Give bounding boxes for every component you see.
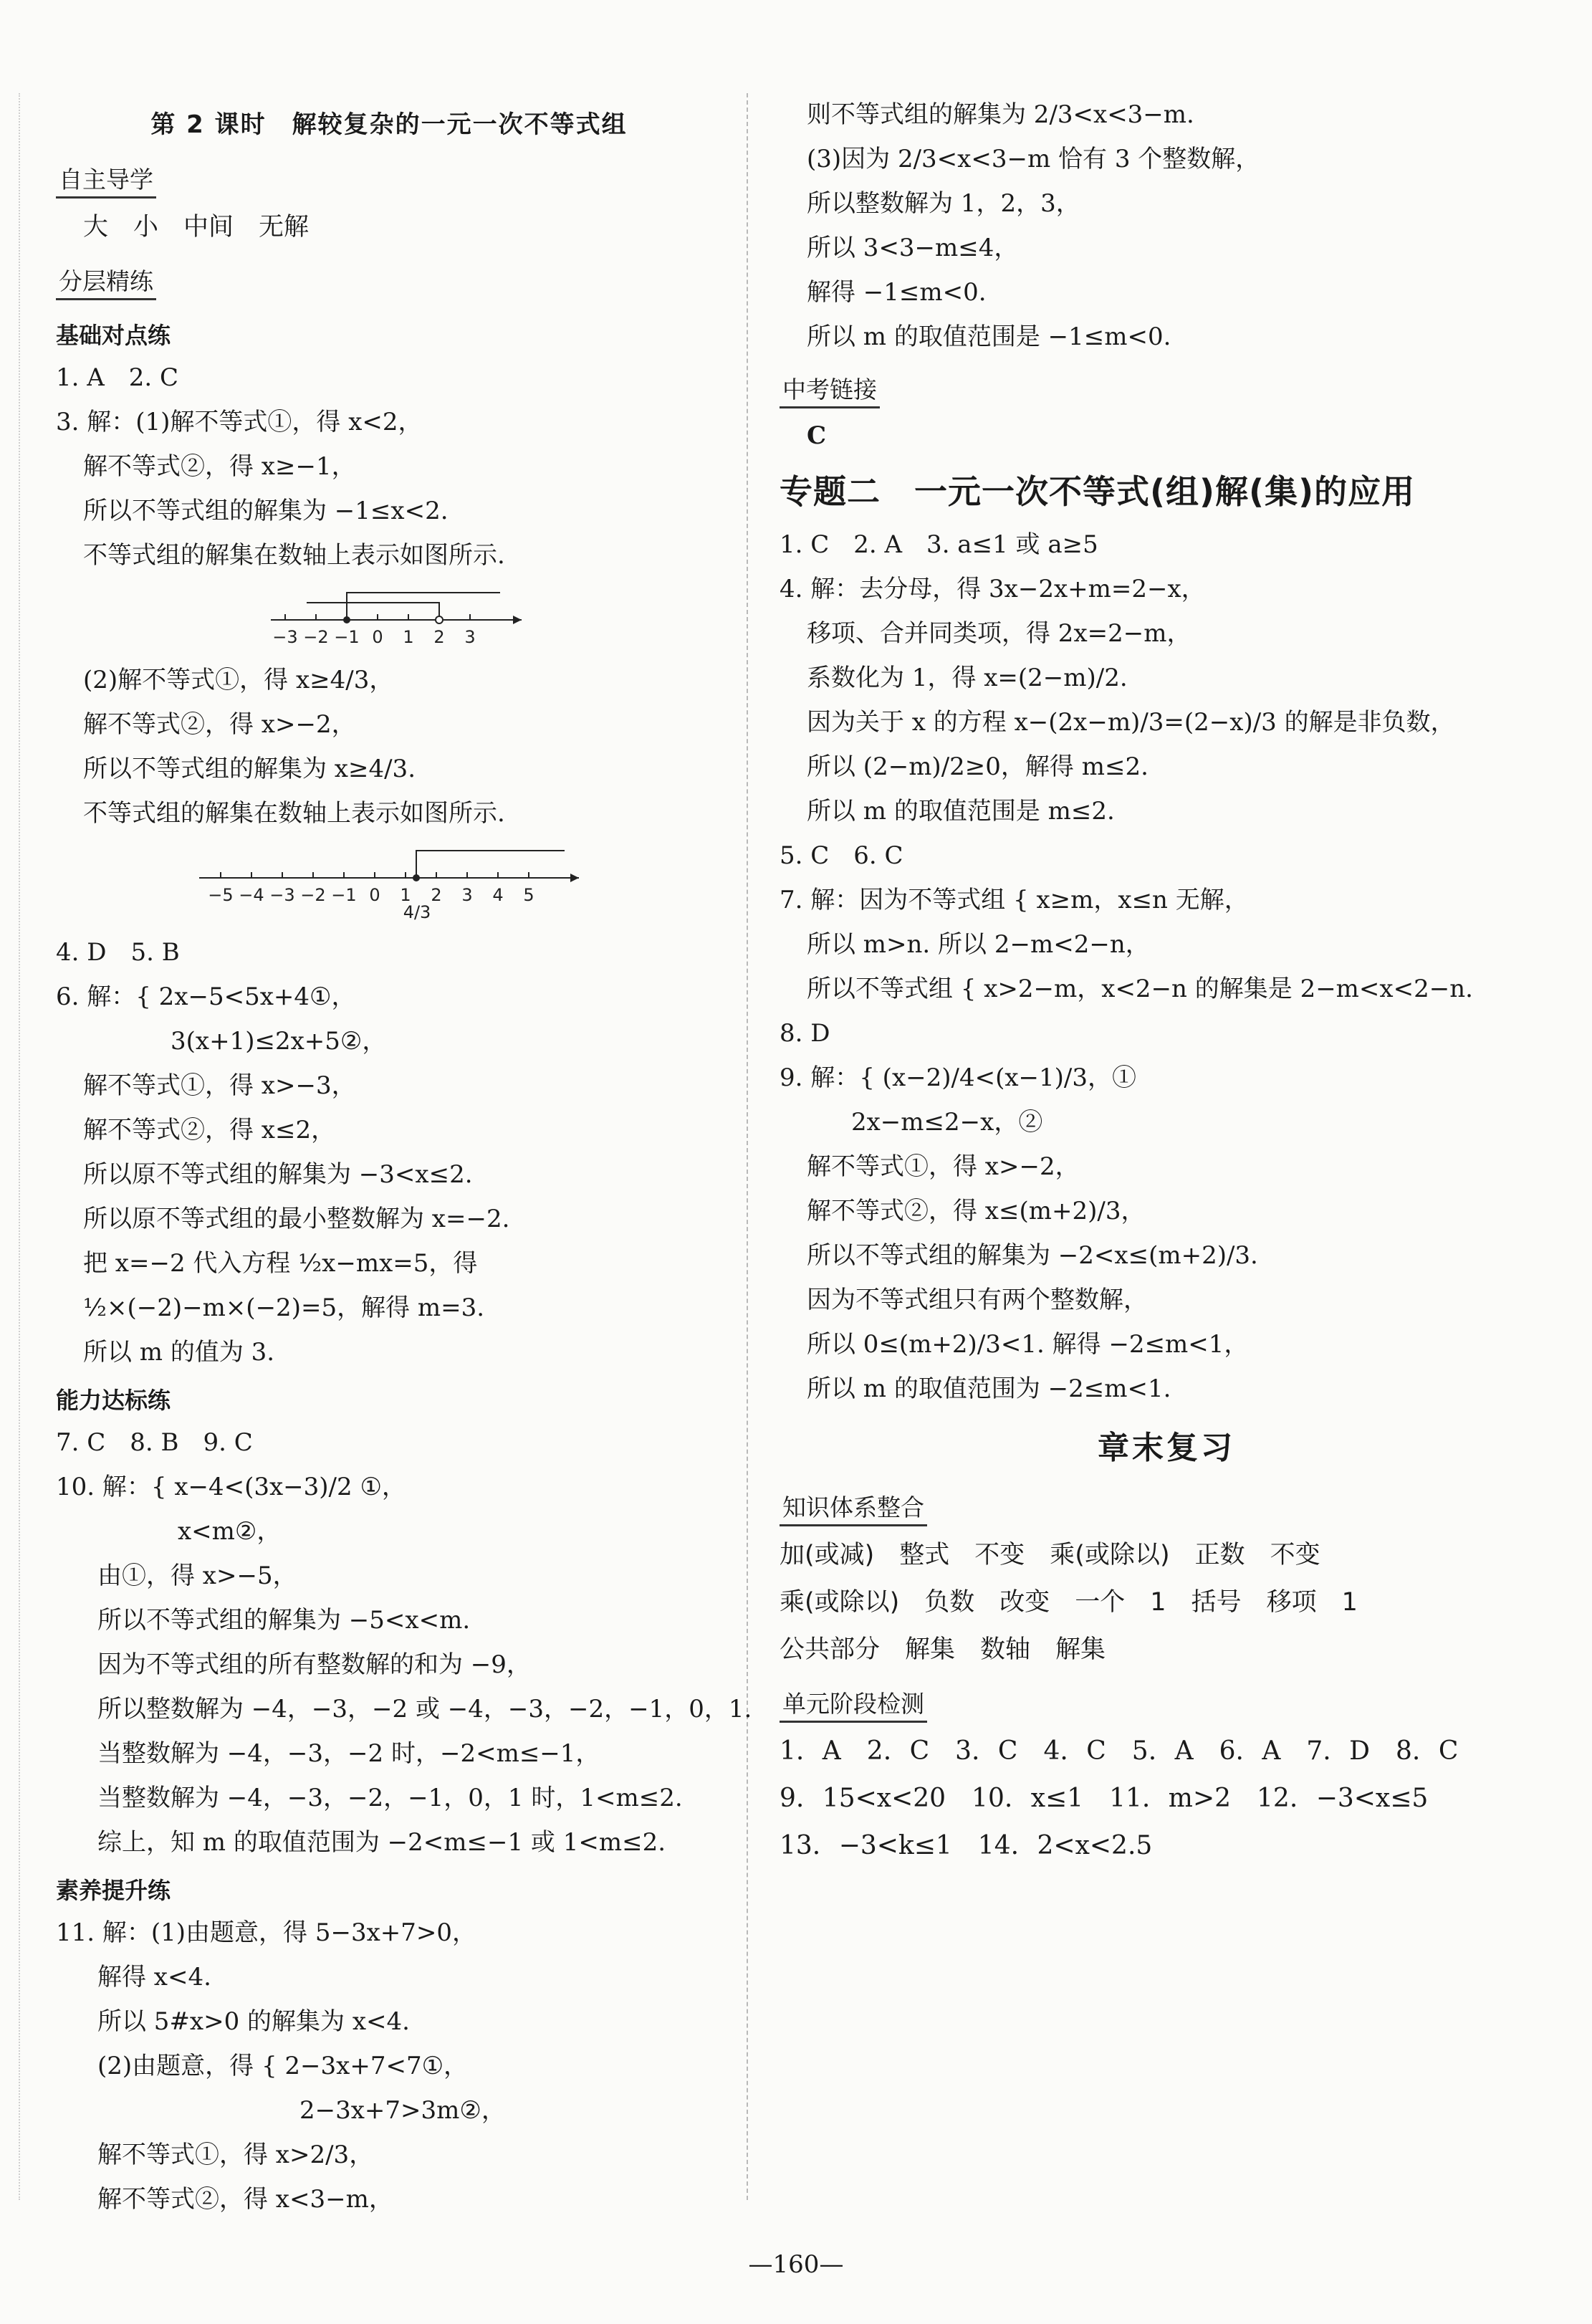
tick-label: −3 [272, 627, 298, 647]
answer-line: 2−3x+7>3m②， [299, 2096, 506, 2125]
unit-answer-line: 9. 15<x<20 10. x≤1 11. m>2 12. −3<x≤5 [780, 1784, 1429, 1813]
tick-label: 2 [433, 627, 445, 647]
column-divider [747, 93, 748, 2200]
self-study-label: 自主导学 [56, 161, 156, 199]
answer-line: 移项、合并同类项，得 2x=2−m， [807, 619, 1191, 648]
tick-label: 3 [461, 885, 473, 905]
literacy-practice-heading: 素养提升练 [56, 1877, 171, 1904]
left-column [56, 86, 752, 2229]
answer-line: 所以整数解为 1，2，3， [807, 189, 1080, 218]
tick-label: 3 [464, 627, 476, 647]
answer-line: 所以原不等式组的解集为 −3<x≤2. [83, 1160, 473, 1189]
ability-practice-heading: 能力达标练 [56, 1387, 171, 1414]
tick-label: −3 [269, 885, 295, 905]
layered-practice-label: 分层精练 [56, 263, 156, 300]
chapter-review-title: 章末复习 [1098, 1430, 1235, 1466]
answer-line: 7. 解：因为不等式组 { x≥m，x≤n 无解， [780, 886, 1249, 914]
solution-range-line [416, 851, 565, 878]
left-margin-line [19, 93, 20, 2200]
tick-label: 1 [403, 627, 414, 647]
answer-line: 解不等式①，得 x>2/3， [97, 2141, 374, 2169]
answer-line: ½×(−2)−m×(−2)=5，解得 m=3. [83, 1293, 485, 1322]
tick-label: −2 [300, 885, 326, 905]
unit-answer-line: 13. −3<k≤1 14. 2<x<2.5 [780, 1831, 1153, 1860]
exam-link-label: 中考链接 [780, 371, 880, 408]
tick-label: 5 [523, 885, 534, 905]
answer-line: 解不等式②，得 x≤2， [83, 1116, 336, 1144]
answer-line: 10. 解：{ x−4<(3x−3)/2 ①， [56, 1473, 406, 1501]
open-endpoint [436, 616, 443, 623]
tick-label: −1 [334, 627, 360, 647]
answer-line: 4. 解：去分母，得 3x−2x+m=2−x， [780, 575, 1206, 603]
answer-line: (2)解不等式①，得 x≥4/3， [83, 666, 394, 694]
answer-line: 解不等式①，得 x>−3， [83, 1071, 356, 1100]
answer-line: 3(x+1)≤2x+5②， [171, 1027, 387, 1056]
answer-line: 则不等式组的解集为 2/3<x<3−m. [807, 100, 1194, 129]
answer-line: 解不等式②，得 x<3−m， [97, 2185, 393, 2214]
number-line-2 [56, 843, 722, 922]
answer-line: 所以不等式组 { x>2−m，x<2−n 的解集是 2−m<x<2−n. [807, 975, 1473, 1003]
closed-endpoint [343, 616, 350, 623]
tick-label: −4 [239, 885, 264, 905]
answer-line: 4. D 5. B [56, 938, 180, 967]
answer-line: 所以原不等式组的最小整数解为 x=−2. [83, 1205, 510, 1233]
answer-line: 6. 解：{ 2x−5<5x+4①， [56, 982, 356, 1011]
answer-line: 因为不等式组的所有整数解的和为 −9， [97, 1650, 531, 1679]
knowledge-answer-line: 公共部分 解集 数轴 解集 [780, 1635, 1106, 1664]
answer-line: 所以 m 的取值范围是 −1≤m<0. [807, 322, 1171, 351]
answer-line: 由①，得 x>−5， [97, 1562, 297, 1590]
knowledge-answer-line: 加(或减) 整式 不变 乘(或除以) 正数 不变 [780, 1541, 1320, 1569]
solution-range-lines [307, 593, 500, 620]
knowledge-answer-line: 乘(或除以) 负数 改变 一个 1 括号 移项 1 [780, 1588, 1358, 1617]
answer-line: 所以 m>n. 所以 2−m<2−n， [807, 930, 1150, 959]
answer-line: 所以不等式组的解集为 −1≤x<2. [83, 497, 449, 525]
answer-line: 当整数解为 −4，−3，−2 时，−2<m≤−1， [97, 1739, 600, 1768]
answer-line: 2x−m≤2−x，② [851, 1108, 1043, 1137]
number-line-2-ticks [208, 872, 534, 905]
answer-line: 5. C 6. C [780, 841, 903, 870]
answer-line: (2)由题意，得 { 2−3x+7<7①， [97, 2052, 469, 2080]
answer-line: 因为关于 x 的方程 x−(2x−m)/3=(2−x)/3 的解是非负数， [807, 708, 1455, 737]
tick-label: −2 [303, 627, 329, 647]
answer-line: 解不等式①，得 x>−2， [807, 1152, 1080, 1181]
answer-line: 所以不等式组的解集为 −2<x≤(m+2)/3. [807, 1241, 1258, 1270]
answer-line: 所以整数解为 −4，−3，−2 或 −4，−3，−2，−1，0，1. [97, 1695, 752, 1723]
answer-line: 所以 5#x>0 的解集为 x<4. [97, 2007, 410, 2036]
answer-line: 当整数解为 −4，−3，−2，−1，0，1 时，1<m≤2. [97, 1784, 683, 1812]
answer-line: 3. 解：(1)解不等式①，得 x<2， [56, 408, 423, 436]
unit-test-label: 单元阶段检测 [780, 1685, 927, 1723]
answer-line: 不等式组的解集在数轴上表示如图所示. [83, 799, 505, 828]
answer-line: 解得 −1≤m<0. [807, 278, 987, 307]
answer-line: 所以 0≤(m+2)/3<1. 解得 −2≤m<1， [807, 1330, 1249, 1359]
answer-line: 解不等式②，得 x≤(m+2)/3， [807, 1197, 1146, 1225]
topic-title: 专题二 一元一次不等式(组)解(集)的应用 [780, 472, 1416, 511]
tick-label: 4 [492, 885, 504, 905]
page-number: —160— [748, 2250, 844, 2279]
tick-label: −5 [208, 885, 234, 905]
fraction-mark-label: 4/3 [403, 902, 431, 922]
tick-label: 0 [369, 885, 380, 905]
answer-line: (3)因为 2/3<x<3−m 恰有 3 个整数解， [807, 145, 1260, 173]
answer-line: 所以 m 的取值范围是 m≤2. [807, 797, 1115, 826]
answer-line: 因为不等式组只有两个整数解， [807, 1286, 1148, 1314]
answer-line: 所以 3<3−m≤4， [807, 234, 1019, 262]
answer-line: 解得 x<4. [97, 1963, 211, 1991]
number-line-1 [56, 585, 722, 650]
answer-line: 所以不等式组的解集为 x≥4/3. [83, 755, 416, 783]
tick-label: 0 [372, 627, 383, 647]
lesson-title: 第 2 课时 解较复杂的一元一次不等式组 [150, 110, 628, 139]
answer-line: 1. A 2. C [56, 363, 179, 392]
unit-answer-line: 1. A 2. C 3. C 4. C 5. A 6. A 7. D 8. C [780, 1736, 1459, 1766]
answer-line: 所以不等式组的解集为 −5<x<m. [97, 1606, 471, 1635]
answer-line: x<m②， [178, 1517, 282, 1546]
answer-line: 8. D [780, 1019, 830, 1048]
exam-link-answer: C [807, 421, 827, 450]
closed-endpoint [413, 874, 420, 881]
knowledge-integration-label: 知识体系整合 [780, 1489, 927, 1526]
answer-line: 所以 m 的取值范围为 −2≤m<1. [807, 1374, 1171, 1403]
answer-line: 7. C 8. B 9. C [56, 1428, 253, 1457]
answer-line: 11. 解：(1)由题意，得 5−3x+7>0， [56, 1918, 477, 1947]
answer-line: 1. C 2. A 3. a≤1 或 a≥5 [780, 530, 1098, 559]
number-line-1-ticks [272, 614, 475, 647]
answer-line: 不等式组的解集在数轴上表示如图所示. [83, 541, 505, 570]
answer-line: 系数化为 1，得 x=(2−m)/2. [807, 664, 1128, 692]
answer-line: 所以 m 的值为 3. [83, 1338, 275, 1367]
answer-line: 所以 (2−m)/2≥0，解得 m≤2. [807, 752, 1149, 781]
basic-practice-heading: 基础对点练 [56, 322, 171, 349]
answer-line: 综上，知 m 的取值范围为 −2<m≤−1 或 1<m≤2. [97, 1828, 666, 1857]
tick-label: −1 [331, 885, 357, 905]
tick-label: 1 [400, 885, 411, 905]
answer-line: 解不等式②，得 x≥−1， [83, 452, 356, 481]
answer-line: 9. 解：{ (x−2)/4<(x−1)/3，① [780, 1063, 1136, 1092]
right-column [780, 86, 1553, 1878]
self-study-answer: 大 小 中间 无解 [83, 213, 310, 242]
answer-line: 解不等式②，得 x>−2， [83, 710, 356, 739]
answer-line: 把 x=−2 代入方程 ½x−mx=5，得 [83, 1249, 478, 1278]
tick-label: 2 [431, 885, 442, 905]
